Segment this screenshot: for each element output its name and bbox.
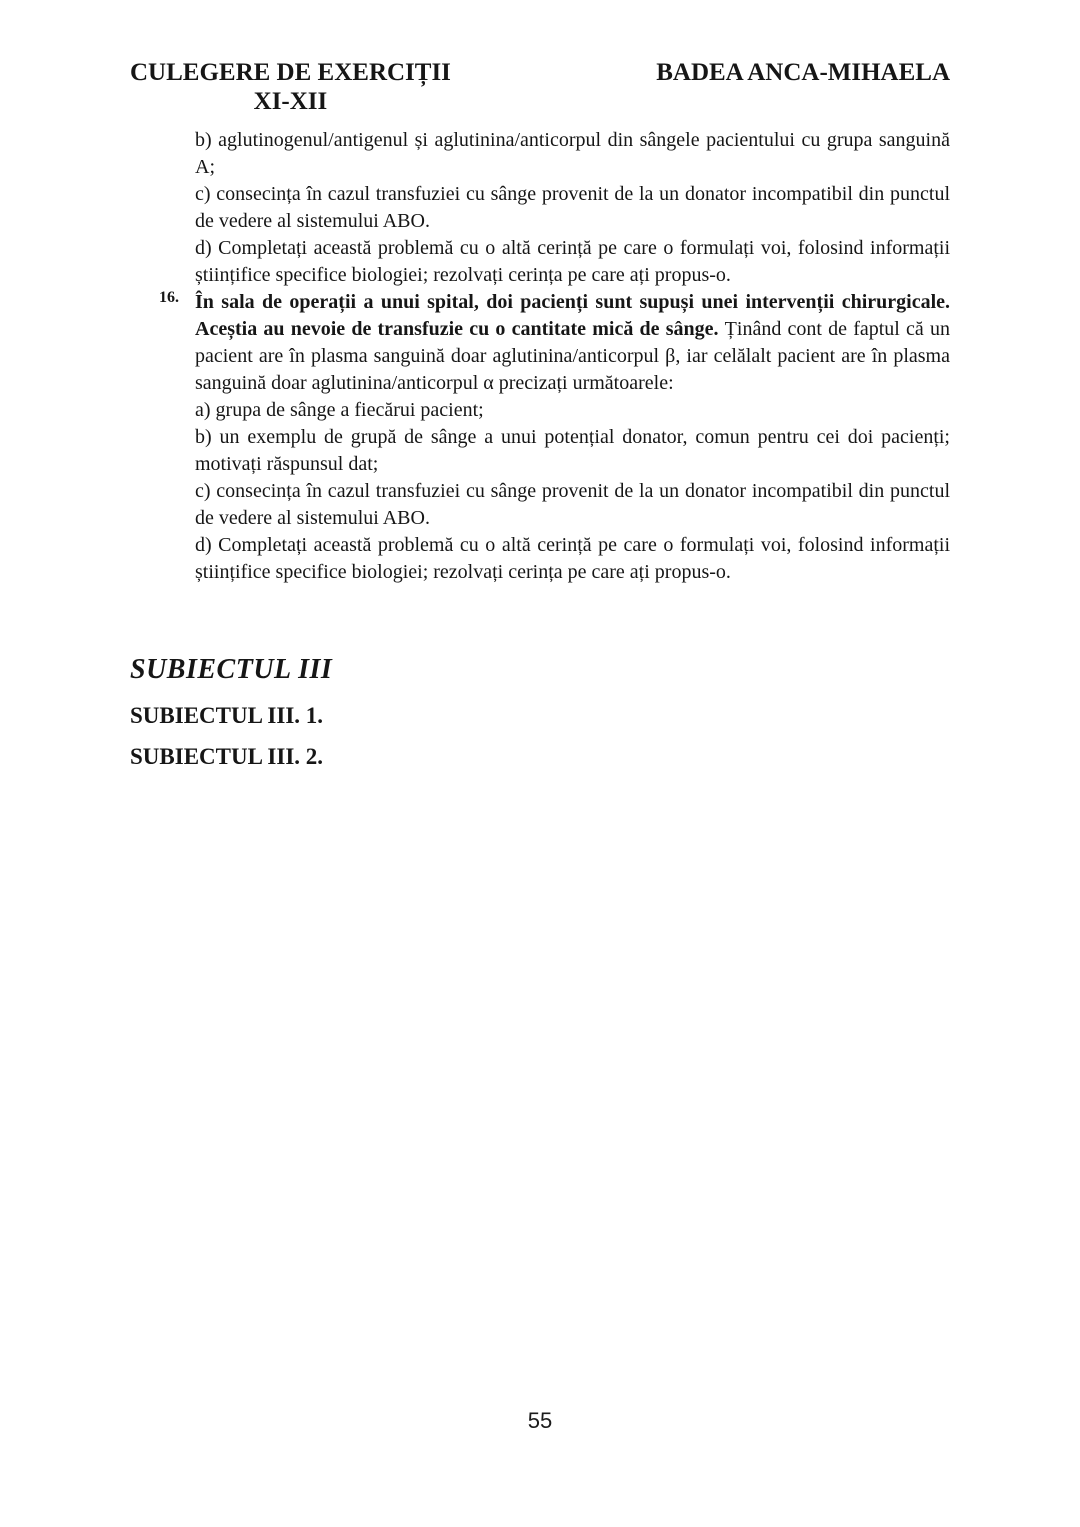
page-header — [130, 58, 950, 116]
item16-bold-intro: În sala de operații a unui spital, doi pacienți sunt supuși unei intervenții chirurgicale. Aceștia au nevoie de transfuzie cu o cantitate mică de sânge. — [195, 291, 950, 340]
item15-continuation — [130, 127, 950, 289]
author-name: BADEA ANCA-MIHAELA — [656, 59, 950, 86]
item15-sub-item-c: c) consecința în cazul transfuziei cu sânge provenit de la un donator incompatibil din punctul de vedere al sistemului ABO. — [195, 183, 950, 232]
book-subtitle: XI-XII — [253, 88, 328, 115]
item16-sub-item-d: d) Completați această problemă cu o altă cerință pe care o formulați voi, folosind informații științifice specifice biologiei; rezolvați cerința pe care ați propus-o. — [195, 534, 950, 583]
page-footer — [0, 1408, 1080, 1434]
page-content — [130, 127, 950, 772]
item16 — [159, 289, 950, 586]
item16-sub-item-b: b) un exemplu de grupă de sânge a unui potențial donator, comun pentru cei doi pacienți; motivați răspunsul dat; — [195, 426, 950, 475]
item16-number: 16. — [159, 289, 179, 306]
item16-regular-continuation: Ținând cont de faptul că un pacient are în plasma sanguină doar aglutinina/anticorpul β, iar celălalt pacient are în plasma sanguină doar aglutinina/anticorpul α precizați următoarele: — [195, 318, 950, 394]
item16-sub-item-c: c) consecința în cazul transfuziei cu sânge provenit de la un donator incompatibil din punctul de vedere al sistemului ABO. — [195, 480, 950, 529]
item16-sub-item-a: a) grupa de sânge a fiecărui pacient; — [195, 399, 484, 421]
item16-statement — [195, 289, 950, 397]
heading-subiectul-iii-1: SUBIECTUL III. 1. — [130, 703, 324, 728]
page-number: 55 — [527, 1408, 553, 1433]
heading-subiectul-iii: SUBIECTUL III — [130, 654, 333, 685]
item15-sub-item-d: d) Completați această problemă cu o altă cerință pe care o formulați voi, folosind informații științifice specifice biologiei; rezolvați cerința pe care ați propus-o. — [195, 237, 950, 286]
header-left-block — [130, 58, 451, 116]
book-title: CULEGERE DE EXERCIȚII — [130, 59, 451, 86]
item15-sub-item-b: b) aglutinogenul/antigenul și aglutinina/anticorpul din sângele pacientului cu grupa sanguină A; — [195, 129, 950, 178]
heading-subiectul-iii-2: SUBIECTUL III. 2. — [130, 744, 324, 769]
